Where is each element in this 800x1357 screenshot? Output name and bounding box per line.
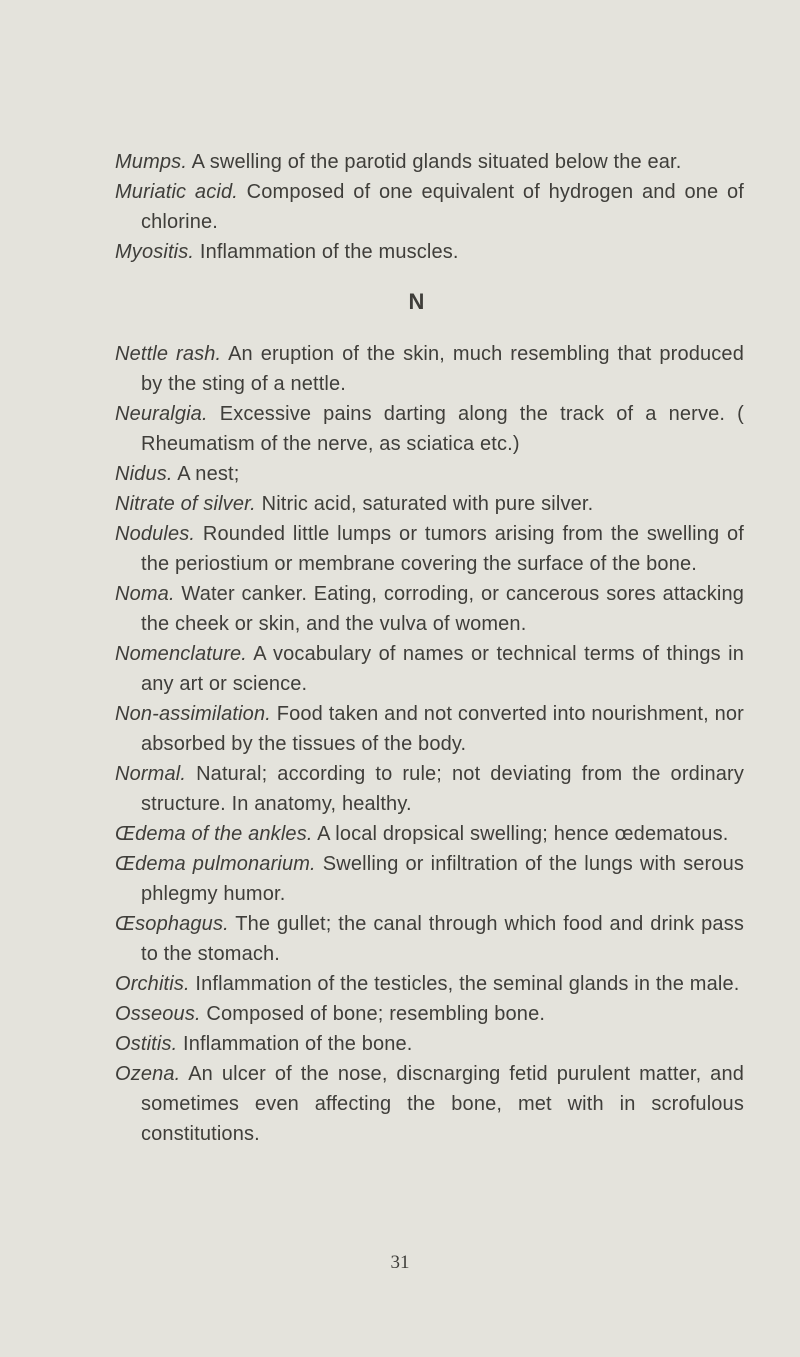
entry-term: Œdema pulmonarium.: [115, 853, 316, 875]
entry-definition: Food taken and not converted into nourishment, nor absorbed by the tissues of the body.: [141, 703, 744, 755]
entry-term: Non-assimilation.: [115, 703, 271, 725]
glossary-entry-nettle-rash: [115, 339, 744, 399]
entry-definition: Water canker. Eating, corroding, or cancerous sores attacking the cheek or skin, and the vulva of women.: [141, 583, 744, 635]
entry-term: Orchitis.: [115, 973, 190, 995]
entry-definition: Composed of bone; resembling bone.: [206, 1003, 546, 1025]
glossary-entry-nitrate-of-silver: [115, 489, 744, 519]
entry-definition: Excessive pains darting along the track of a nerve. ( Rheumatism of the nerve, as sciatica etc.): [141, 403, 744, 455]
glossary-entry-nidus: [115, 459, 744, 489]
entry-term: Ostitis.: [115, 1033, 178, 1055]
entry-definition: A swelling of the parotid glands situated below the ear.: [191, 151, 682, 173]
glossary-entry-noma: [115, 579, 744, 639]
glossary-entry-normal: [115, 759, 744, 819]
glossary-entry-ostitis: [115, 1029, 744, 1059]
glossary-entry-ozena: [115, 1059, 744, 1149]
entry-term: Mumps.: [115, 151, 188, 173]
glossary-entry-osseous: [115, 999, 744, 1029]
entry-definition: An ulcer of the nose, discnarging fetid purulent matter, and sometimes even affecting the bone, met with in scrofulous constitutions.: [141, 1063, 744, 1145]
entry-definition: A nest;: [177, 463, 240, 485]
entry-definition: A local dropsical swelling; hence œdematous.: [317, 823, 729, 845]
entry-term: Osseous.: [115, 1003, 201, 1025]
glossary-entry-nodules: [115, 519, 744, 579]
page-content: [0, 147, 800, 1149]
entry-term: Nitrate of silver.: [115, 493, 256, 515]
entry-definition: Nitric acid, saturated with pure silver.: [261, 493, 594, 515]
entry-definition: Composed of one equivalent of hydrogen and one of chlorine.: [141, 181, 744, 233]
entry-definition: A vocabulary of names or technical terms of things in any art or science.: [141, 643, 744, 695]
entry-term: Nomenclature.: [115, 643, 248, 665]
entry-term: Myositis.: [115, 241, 195, 263]
entry-definition: Inflammation of the bone.: [183, 1033, 413, 1055]
glossary-entry-muriatic-acid: [115, 177, 744, 237]
entry-term: Muriatic acid.: [115, 181, 238, 203]
entry-term: Noma.: [115, 583, 175, 605]
entry-definition: Inflammation of the muscles.: [199, 241, 459, 263]
entry-definition: An eruption of the skin, much resembling that produced by the sting of a nettle.: [141, 343, 744, 395]
glossary-entry-neuralgia: [115, 399, 744, 459]
section-heading-n: N: [408, 289, 425, 314]
glossary-entry-oedema-pulmonarium: [115, 849, 744, 909]
glossary-entry-orchitis: [115, 969, 744, 999]
entry-definition: Natural; according to rule; not deviating from the ordinary structure. In anatomy, healthy.: [141, 763, 744, 815]
page-number: 31: [390, 1252, 410, 1273]
entry-definition: Rounded little lumps or tumors arising from the swelling of the periostium or membrane covering the surface of the bone.: [141, 523, 744, 575]
entry-term: Nettle rash.: [115, 343, 222, 365]
entry-term: Nidus.: [115, 463, 173, 485]
glossary-entry-myositis: [115, 237, 744, 267]
glossary-entry-mumps: [115, 147, 744, 177]
glossary-entry-nomenclature: [115, 639, 744, 699]
entry-definition: Swelling or infiltration of the lungs with serous phlegmy humor.: [141, 853, 744, 905]
entry-term: Normal.: [115, 763, 187, 785]
glossary-entry-oesophagus: [115, 909, 744, 969]
entry-term: Neuralgia.: [115, 403, 208, 425]
entry-definition: The gullet; the canal through which food and drink pass to the stomach.: [141, 913, 744, 965]
entry-definition: Inflammation of the testicles, the seminal glands in the male.: [195, 973, 740, 995]
entry-term: Œsophagus.: [115, 913, 229, 935]
glossary-entry-non-assimilation: [115, 699, 744, 759]
entry-term: Œdema of the ankles.: [115, 823, 313, 845]
glossary-entry-oedema-of-the-ankles: [115, 819, 744, 849]
entry-term: Nodules.: [115, 523, 196, 545]
entry-term: Ozena.: [115, 1063, 181, 1085]
